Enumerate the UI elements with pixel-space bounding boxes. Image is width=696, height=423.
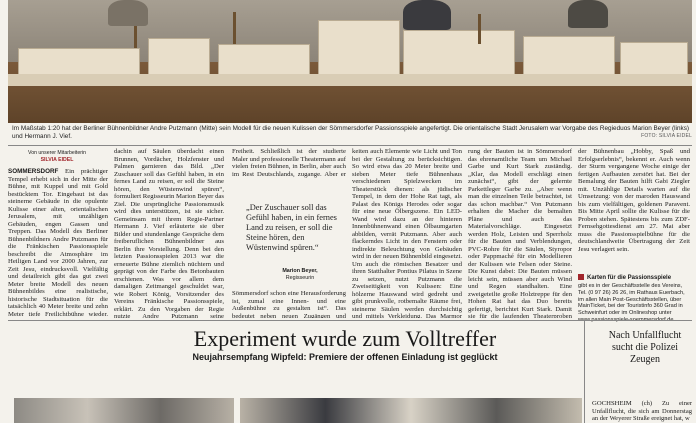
event-photo-1 <box>14 398 234 423</box>
column-text: rung der Bauten ist in Sömmersdorf das ehrenamtliche Team um Michael Garbe und Kurt Stark zuständig. „Klar, das Modell erschlägt einen zunächst“, gibt der gelernte Parkettleger Garbe zu. „Aber wenn man die einzelnen Teile betrachtet, ist das schon machbar.“ Von Putzmann erhalten die Macher die bemalten Pläne und auch das Materialvorschläge. Eingesetzt werden Holz, Leisten und Sperrholz für die Bauten und Verblendungen, PVC-Rohre für die Säulen, Styropor oder Pappmaché für ein Modellieren der Kulissen wie Felsen oder Steine. Die Kunst dabei: Die Bauten müssen leicht sein, müssen aber auch Wind und Regen standhalten. Eine zweigeteilte große Holztreppe für den Hohen Rat hat das Duo bereits gefertigt, berichtet Kurt Stark. Damit sie für die laufenden Theaterproben <box>468 148 572 318</box>
photo-credit: FOTO: SILVIA EIDEL <box>641 133 692 139</box>
column-text: keiten auch Elemente wie Licht und Ton bei der Gestaltung zu berücksichtigen. So wird etwa das 20 Meter breite und sieben Meter tiefe Bühnenhaus verschiedenen Spielzwecken im Theaterstück dienen: als jüdischer Tempel, in dem der Hohe Rat tagt, als Palast des Königs Herodes oder sogar für eine neue Ölbergszene. Ein LED-Wand wird dazu an der hinteren Innenbühnenwand einen Ölbaumgarten abbilden, verrät Putzmann. Aber auch flackerndes Licht in den Fenstern oder indirekte Beleuchtung von Gebäuden wird in der neuen Bühnenbild eingesetzt. Um auch die römischen Besatzer und ihren Statthalter Pontius Pilatus in Szene zu setzen, nutzt Putzmann die Zweiseitigkeit von Kulissen: Eine hölzerne Hauswand wird gedreht und gibt prunkvolle, rotbemalte Räume frei, steinerne Säulen werden durchsichtig und mittels Verkleidung. Das Marmor <box>352 148 462 318</box>
side-dateline: GOCHSHEIM <box>592 400 632 407</box>
pull-quote: „Der Zuschauer soll das Gefühl haben, in ein fernes Land zu reisen, er soll die Steine hören, den Wüstenwind spüren.“ <box>246 203 337 252</box>
article-column-1 <box>8 168 108 316</box>
article-column-2 <box>114 148 224 318</box>
column-text: Freiheit. Schließlich ist der studierte Maler und professionelle Theatermann auf vielen freien Bühnen, in Berlin, aber auch im Rest Deutschlands, zugange. Aber er <box>232 148 346 178</box>
column-divider <box>584 320 585 423</box>
divider <box>8 320 692 321</box>
column-text: der Bühnenbau „Hobby, Spaß und Erfolgserlebnis“, bekennt er. Auch wenn der Sturm vergangene Woche einige der fertigen Aufbauten zerstört hat. Bei der Bemalung der Bauten hilft Gabi Ziegler mit. Unzählige Details warten auf die Umsetzung: von der maroden Hauswand bis zum vielfältigen, goldenen Paravent. Bis Mitte April sollte die Kulisse für die Proben stehen. Spätestens bis zum ZDF-Fernsehgottesdienst am 27. Mai aber muss die Passionsspielbühne für die deutschlandweite Übertragung der Zeit Jesu verlagert sein. <box>578 148 690 253</box>
column-text: dachin auf Säulen überdacht einen Brunnen, Vordächer, Holzfenster und Palmen garnieren das Bild. „Der Zuschauer soll das Gefühl haben, in ein fernes Land zu reisen, er soll die Steine hören, den Wüstenwind spüren“, formuliert Regisseurin Marion Beyer das Ziel. Die ursprüngliche Passionsmusik wird dies unterstützen, ist sie sicher. Gemeinsam mit ihrem Regie-Partner Hermann J. Vief erläuterte sie über Bilder und stundenlange Gespräche dem freiberuflichen Bühnenbildner aus Berlin ihre Vorstellung. Denn bei den letzten Passionsspielen 2013 war die erneuerte Bühne ziemlich nüchtern und geprägt von der Farbe des Betonbauten erschienen. Was vor allem dem damaligen Zeitmangel geschuldet war, wie Robert König, Vorsitzender des Vereins Fränkische Passionsspiele, erklärt. Zu den Vorgaben der Regie nutzte Andre Putzmann seine <box>114 148 224 318</box>
model-photo <box>8 0 692 123</box>
byline-author: SILVIA EIDEL <box>40 157 74 163</box>
article-column-3-top <box>232 148 346 178</box>
headline: Experiment wurde zum Volltreffer <box>193 326 497 351</box>
info-box-title-text: Karten für die Passionsspiele <box>587 275 672 281</box>
side-text: (ch) Zu einer Unfallflucht, die sich am Donnerstag an der Weyerer Straße ereignet hat, w <box>592 400 692 422</box>
byline-prefix: Von unserer Mitarbeiterin <box>28 150 86 156</box>
article-column-5 <box>468 148 572 318</box>
event-photo-2 <box>240 398 582 423</box>
article-column-4 <box>352 148 462 318</box>
column-text: Sömmersdorf schon eine Herausforderung ist, zumal eine Innen- und eine Außenbühne zu gestalten ist“. Das bedeutet neben neuen Zugängen und <box>232 290 346 318</box>
column-text: Ein prächtiger Tempel erhebt sich in der Mitte der Bühne, mit Kuppel und mit Gold bestücktem Tor. Eingebaut ist das steinerne Gebäude in die opulente Kulisse einer alten, orientalischen Jerusalem, mit unzähligen Gebäuden, engen Gassen und Treppen. Das Modell des Berliner Bühnenbildners Andre Putzmann für die Fränkischen Passionsspiele beschreibt die Atmosphäre im Heiligen Land vor 2000 Jahren, zur Zeit Jesu, eindrucksvoll. Vielfältig und detailreich gibt das gut zwei Meter breite Modell des neuen Bühnenbildes eine realistische, historische Stadtsituation für die tatsächlich 40 Meter breite und zehn Meter tiefe Freilichtbühne wieder. <box>8 168 108 316</box>
info-box-text: gibt es in der Geschäftsstelle des Vereins, Tel. (0 97 26) 26 26, im Rathaus Euerbach, im allen Main Post-Geschäftsstellen, über MainTicket, bei der Touristinfo 360 Grad in Schweinfurt oder im Onlineshop unter <box>578 283 685 317</box>
quote-author <box>270 268 330 281</box>
byline <box>22 150 92 164</box>
quote-author-role: Regisseurin <box>285 274 315 281</box>
side-article-text <box>592 400 692 423</box>
quote-author-name: Marion Beyer, <box>282 268 318 274</box>
info-box-title <box>578 274 690 281</box>
divider <box>8 145 692 146</box>
dateline: SÖMMERSDORF <box>8 168 59 175</box>
side-article-headline: Nach Unfallflucht sucht die Polizei Zeugen <box>608 330 682 365</box>
subheadline: Neujahrsempfang Wipfeld: Premiere der offenen Einladung ist geglückt <box>192 352 498 362</box>
article-column-6 <box>578 148 690 270</box>
square-bullet-icon <box>578 274 584 280</box>
photo-caption: Im Maßstab 1:20 hat der Berliner Bühnenbildner Andre Putzmann (Mitte) sein Modell für die neuen Kulissen der Sömmersdorfer Passionsspiele angefertigt. Die orientalische Stadt Jerusalem war Vorgabe des Regieduos Marion Beyer (links) und Hermann J. Vief. <box>12 125 690 140</box>
article-column-3-bottom <box>232 290 346 318</box>
